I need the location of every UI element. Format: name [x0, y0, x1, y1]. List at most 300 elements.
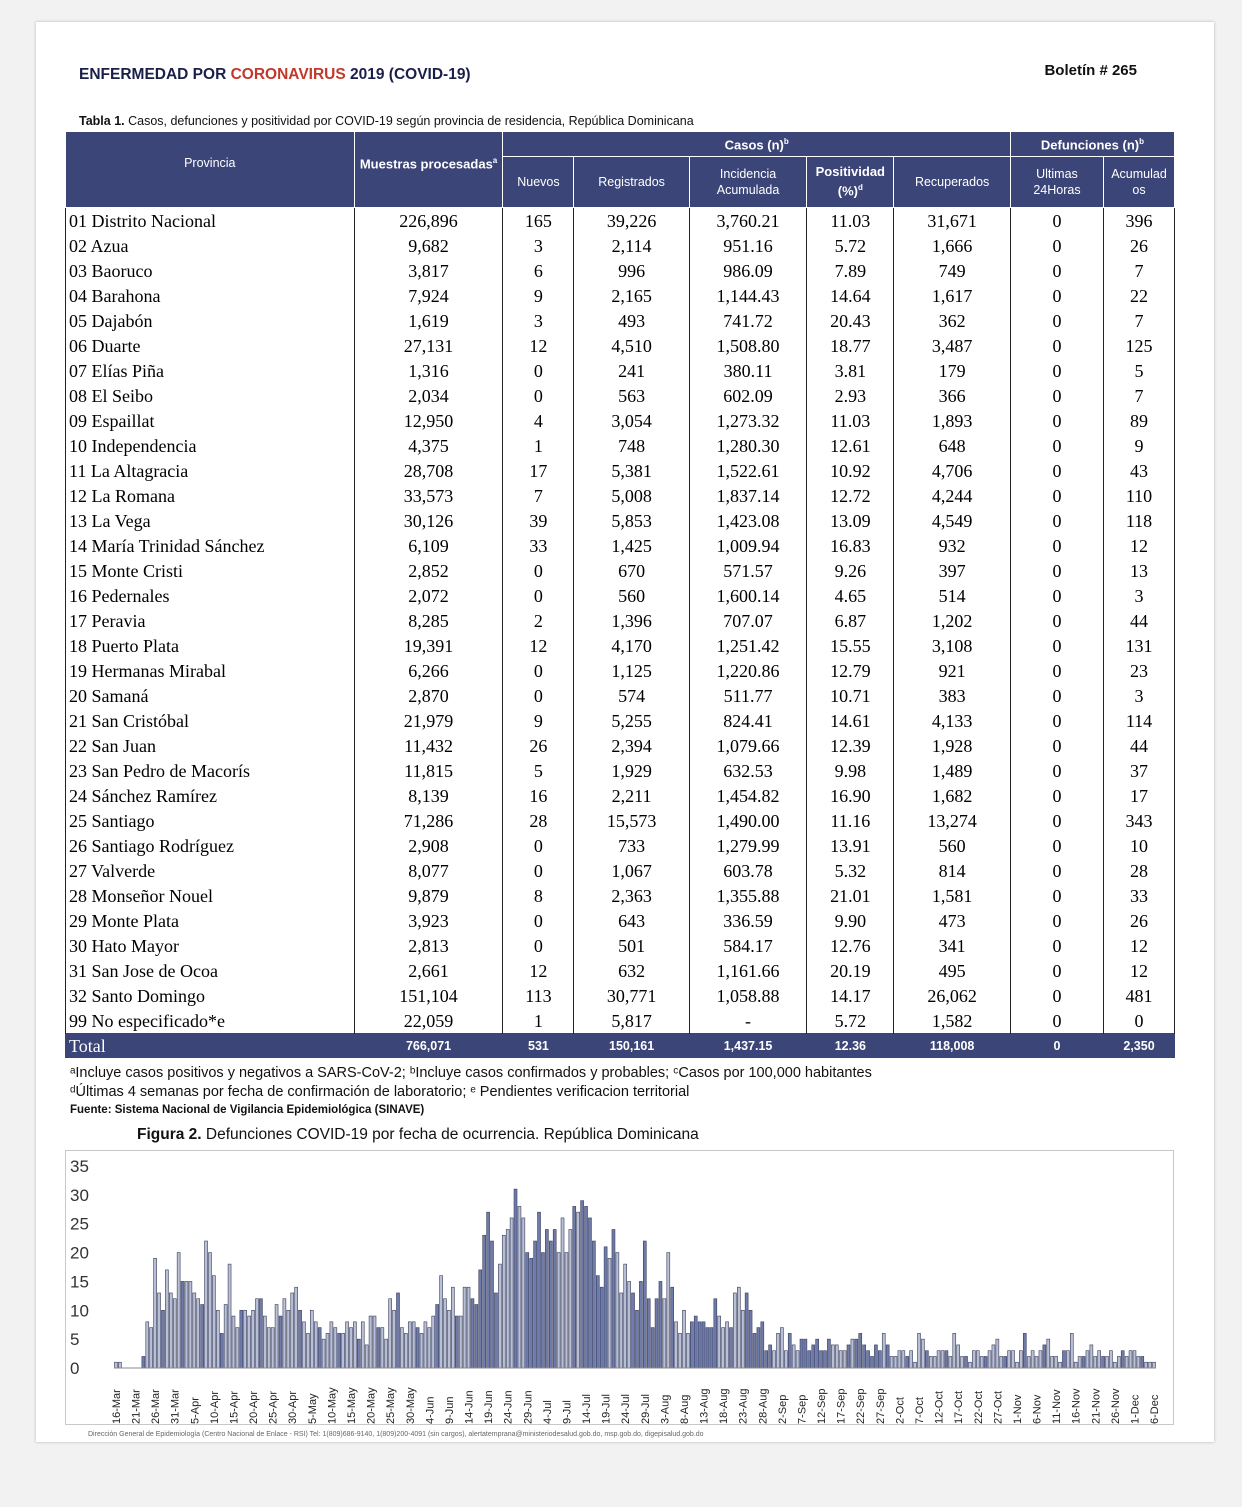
cell-registrados: 1,067: [574, 858, 689, 883]
total-positividad: 12.36: [807, 1034, 894, 1058]
bar: [181, 1281, 184, 1368]
bar: [804, 1339, 807, 1368]
cell-ultimas-24h: 0: [1010, 908, 1103, 933]
bar: [639, 1281, 642, 1368]
cell-incidencia: 1,280.30: [689, 433, 806, 458]
bar: [463, 1287, 466, 1368]
bar: [557, 1253, 560, 1368]
bar: [886, 1345, 889, 1368]
table-row: [66, 333, 1175, 358]
bar: [753, 1333, 756, 1368]
cell-incidencia: 1,522.61: [689, 458, 806, 483]
bar: [671, 1287, 674, 1368]
bar: [173, 1299, 176, 1368]
bar: [1098, 1351, 1101, 1368]
bar: [980, 1356, 983, 1368]
cell-muestras: 2,072: [354, 583, 503, 608]
bar: [776, 1333, 779, 1368]
x-tick-label: 18-Aug: [718, 1388, 731, 1424]
x-tick-label: 14-Jul: [581, 1394, 594, 1424]
cell-provincia: 21 San Cristóbal: [66, 708, 355, 733]
cell-acumulados: 23: [1104, 658, 1175, 683]
table-row: [66, 958, 1175, 983]
cell-positividad: 9.26: [807, 558, 894, 583]
bar: [663, 1299, 666, 1368]
cell-recuperados: 179: [894, 358, 1011, 383]
cell-nuevos: 0: [503, 833, 574, 858]
bar: [357, 1339, 360, 1368]
cell-registrados: 2,394: [574, 733, 689, 758]
deaths-chart-svg: [66, 1151, 1173, 1424]
bar: [988, 1351, 991, 1368]
cell-ultimas-24h: 0: [1010, 733, 1103, 758]
cell-recuperados: 814: [894, 858, 1011, 883]
cell-incidencia: 571.57: [689, 558, 806, 583]
cell-incidencia: 1,009.94: [689, 533, 806, 558]
bar: [428, 1328, 431, 1368]
cell-muestras: 9,682: [354, 233, 503, 258]
cell-acumulados: 3: [1104, 583, 1175, 608]
bar: [283, 1299, 286, 1368]
bar: [745, 1293, 748, 1368]
bar: [377, 1328, 380, 1368]
cell-registrados: 1,929: [574, 758, 689, 783]
bar: [733, 1293, 736, 1368]
bar: [682, 1310, 685, 1368]
table-row: [66, 383, 1175, 408]
bar: [855, 1339, 858, 1368]
covid-province-table: [65, 131, 1175, 1058]
cell-ultimas-24h: 0: [1010, 483, 1103, 508]
cell-positividad: 20.43: [807, 308, 894, 333]
bar: [647, 1299, 650, 1368]
cell-ultimas-24h: 0: [1010, 358, 1103, 383]
bar: [710, 1328, 713, 1368]
cell-provincia: 24 Sánchez Ramírez: [66, 783, 355, 808]
bar: [847, 1345, 850, 1368]
cell-incidencia: 336.59: [689, 908, 806, 933]
cell-muestras: 12,950: [354, 408, 503, 433]
bar: [965, 1356, 968, 1368]
cell-acumulados: 44: [1104, 733, 1175, 758]
cell-recuperados: 1,682: [894, 783, 1011, 808]
cell-registrados: 1,396: [574, 608, 689, 633]
bar: [373, 1316, 376, 1368]
cell-recuperados: 1,666: [894, 233, 1011, 258]
cell-ultimas-24h: 0: [1010, 308, 1103, 333]
cell-nuevos: 3: [503, 233, 574, 258]
bar: [393, 1310, 396, 1368]
bar: [541, 1253, 544, 1368]
bar: [416, 1328, 419, 1368]
bar: [189, 1281, 192, 1368]
table-row: [66, 283, 1175, 308]
bar: [240, 1310, 243, 1368]
bar: [643, 1241, 646, 1368]
table-row: [66, 508, 1175, 533]
x-tick-label: 11-Nov: [1051, 1389, 1064, 1424]
cell-incidencia: 1,279.99: [689, 833, 806, 858]
cell-positividad: 10.92: [807, 458, 894, 483]
bar: [784, 1351, 787, 1368]
bar: [608, 1258, 611, 1368]
cell-recuperados: 341: [894, 933, 1011, 958]
table-row: [66, 908, 1175, 933]
bar: [851, 1339, 854, 1368]
bar: [287, 1310, 290, 1368]
cell-recuperados: 3,487: [894, 333, 1011, 358]
cell-muestras: 27,131: [354, 333, 503, 358]
cell-muestras: 226,896: [354, 208, 503, 234]
bar: [1023, 1333, 1026, 1368]
bar: [679, 1333, 682, 1368]
bar: [475, 1305, 478, 1368]
cell-nuevos: 0: [503, 683, 574, 708]
bar: [620, 1293, 623, 1368]
cell-recuperados: 383: [894, 683, 1011, 708]
bar: [385, 1339, 388, 1368]
cell-positividad: 7.89: [807, 258, 894, 283]
header-casos: Casos $(n)^b$: [503, 132, 1010, 157]
cell-nuevos: 1: [503, 1008, 574, 1034]
cell-provincia: 99 No especificado*e: [66, 1008, 355, 1034]
cell-provincia: 02 Azua: [66, 233, 355, 258]
x-tick-label: 5-Apr: [189, 1397, 202, 1424]
table-row: [66, 358, 1175, 383]
bar: [561, 1218, 564, 1368]
cell-muestras: 6,109: [354, 533, 503, 558]
bar: [404, 1333, 407, 1368]
bar: [1019, 1351, 1022, 1368]
bar: [628, 1281, 631, 1368]
table-row: [66, 433, 1175, 458]
cell-provincia: 08 El Seibo: [66, 383, 355, 408]
cell-positividad: 21.01: [807, 883, 894, 908]
bar: [236, 1328, 239, 1368]
bar: [471, 1299, 474, 1368]
cell-acumulados: 22: [1104, 283, 1175, 308]
cell-provincia: 30 Hato Mayor: [66, 933, 355, 958]
table-row: [66, 258, 1175, 283]
cell-incidencia: 741.72: [689, 308, 806, 333]
x-tick-label: 26-Nov: [1109, 1388, 1122, 1424]
table-row: [66, 808, 1175, 833]
bar: [706, 1328, 709, 1368]
cell-ultimas-24h: 0: [1010, 458, 1103, 483]
cell-acumulados: 9: [1104, 433, 1175, 458]
bar: [1027, 1356, 1030, 1368]
x-tick-label: 10-May: [326, 1387, 339, 1424]
cell-registrados: 560: [574, 583, 689, 608]
cell-nuevos: 9: [503, 283, 574, 308]
cell-registrados: 643: [574, 908, 689, 933]
total-incidencia: 1,437.15: [689, 1034, 806, 1058]
x-tick-label: 12-Oct: [933, 1390, 946, 1424]
cell-recuperados: 1,617: [894, 283, 1011, 308]
cell-muestras: 1,619: [354, 308, 503, 333]
cell-ultimas-24h: 0: [1010, 658, 1103, 683]
bar: [824, 1351, 827, 1368]
cell-nuevos: 0: [503, 383, 574, 408]
bar: [835, 1345, 838, 1368]
cell-incidencia: 602.09: [689, 383, 806, 408]
x-tick-label: 4-Jul: [541, 1400, 554, 1424]
header-registrados: Registrados: [574, 157, 689, 208]
bar: [1043, 1345, 1046, 1368]
cell-recuperados: 26,062: [894, 983, 1011, 1008]
cell-incidencia: 380.11: [689, 358, 806, 383]
bar: [494, 1293, 497, 1368]
bar: [565, 1253, 568, 1368]
cell-nuevos: 1: [503, 433, 574, 458]
cell-registrados: 5,255: [574, 708, 689, 733]
cell-muestras: 4,375: [354, 433, 503, 458]
cell-registrados: 15,573: [574, 808, 689, 833]
cell-incidencia: 632.53: [689, 758, 806, 783]
bar: [996, 1339, 999, 1368]
cell-muestras: 21,979: [354, 708, 503, 733]
cell-recuperados: 13,274: [894, 808, 1011, 833]
cell-ultimas-24h: 0: [1010, 333, 1103, 358]
cell-ultimas-24h: 0: [1010, 283, 1103, 308]
cell-nuevos: 39: [503, 508, 574, 533]
x-tick-label: 20-May: [365, 1387, 378, 1424]
cell-recuperados: 1,202: [894, 608, 1011, 633]
cell-provincia: 22 San Juan: [66, 733, 355, 758]
x-tick-label: 30-Apr: [287, 1390, 300, 1424]
cell-muestras: 2,034: [354, 383, 503, 408]
bar: [894, 1356, 897, 1368]
cell-incidencia: 1,454.82: [689, 783, 806, 808]
cell-registrados: 563: [574, 383, 689, 408]
bar: [843, 1351, 846, 1368]
bar: [632, 1293, 635, 1368]
cell-muestras: 3,817: [354, 258, 503, 283]
cell-incidencia: 1,161.66: [689, 958, 806, 983]
cell-positividad: 15.55: [807, 633, 894, 658]
bar: [765, 1351, 768, 1368]
cell-acumulados: 3: [1104, 683, 1175, 708]
cell-acumulados: 33: [1104, 883, 1175, 908]
bar: [1015, 1362, 1018, 1368]
bar: [1137, 1356, 1140, 1368]
header-acumulados: Acumulad os: [1104, 157, 1175, 208]
table-row: [66, 758, 1175, 783]
cell-positividad: 12.79: [807, 658, 894, 683]
cell-incidencia: 707.07: [689, 608, 806, 633]
cell-provincia: 27 Valverde: [66, 858, 355, 883]
cell-registrados: 5,817: [574, 1008, 689, 1034]
bar: [208, 1253, 211, 1368]
x-tick-label: 21-Mar: [130, 1389, 143, 1424]
cell-registrados: 501: [574, 933, 689, 958]
bar: [726, 1322, 729, 1368]
bar: [933, 1356, 936, 1368]
bar: [279, 1316, 282, 1368]
x-tick-label: 22-Sep: [855, 1388, 868, 1424]
cell-positividad: 13.91: [807, 833, 894, 858]
bar: [729, 1328, 732, 1368]
bar: [346, 1322, 349, 1368]
cell-nuevos: 3: [503, 308, 574, 333]
cell-ultimas-24h: 0: [1010, 833, 1103, 858]
bar: [702, 1322, 705, 1368]
bar: [275, 1305, 278, 1368]
bar: [585, 1206, 588, 1368]
cell-incidencia: 1,423.08: [689, 508, 806, 533]
cell-nuevos: 0: [503, 358, 574, 383]
cell-muestras: 30,126: [354, 508, 503, 533]
bar: [1070, 1333, 1073, 1368]
bar: [694, 1316, 697, 1368]
bar: [718, 1316, 721, 1368]
cell-positividad: 20.19: [807, 958, 894, 983]
cell-positividad: 9.98: [807, 758, 894, 783]
cell-provincia: 15 Monte Cristi: [66, 558, 355, 583]
bar: [330, 1322, 333, 1368]
table-row: [66, 983, 1175, 1008]
cell-recuperados: 514: [894, 583, 1011, 608]
figure-caption: Figura 2. Defunciones COVID-19 por fecha de ocurrencia. República Dominicana: [137, 1126, 699, 1143]
bar: [467, 1287, 470, 1368]
bar: [863, 1345, 866, 1368]
bar: [432, 1316, 435, 1368]
cell-recuperados: 397: [894, 558, 1011, 583]
cell-muestras: 19,391: [354, 633, 503, 658]
cell-positividad: 3.81: [807, 358, 894, 383]
bar: [1047, 1339, 1050, 1368]
bar: [1074, 1362, 1077, 1368]
bar: [142, 1356, 145, 1368]
cell-provincia: 10 Independencia: [66, 433, 355, 458]
table-row: [66, 633, 1175, 658]
cell-incidencia: 1,220.86: [689, 658, 806, 683]
bar: [502, 1235, 505, 1368]
header-incidencia: Incidencia Acumulada: [689, 157, 806, 208]
bar: [244, 1310, 247, 1368]
cell-positividad: 4.65: [807, 583, 894, 608]
bar: [871, 1356, 874, 1368]
x-tick-label: 24-Jul: [620, 1394, 633, 1424]
bar: [177, 1253, 180, 1368]
x-tick-label: 6-Dec: [1149, 1394, 1162, 1424]
cell-nuevos: 16: [503, 783, 574, 808]
bar: [553, 1229, 556, 1368]
bar: [440, 1276, 443, 1368]
cell-acumulados: 343: [1104, 808, 1175, 833]
note-line-2: ᵈÚltimas 4 semanas por fecha de confirmación de laboratorio; ᵉ Pendientes verificacion territorial: [70, 1084, 690, 1100]
cell-registrados: 2,211: [574, 783, 689, 808]
x-tick-label: 16-Nov: [1070, 1388, 1083, 1424]
cell-recuperados: 1,489: [894, 758, 1011, 783]
cell-muestras: 1,316: [354, 358, 503, 383]
cell-ultimas-24h: 0: [1010, 233, 1103, 258]
cell-muestras: 8,285: [354, 608, 503, 633]
bar: [365, 1345, 368, 1368]
bar: [224, 1305, 227, 1368]
x-tick-label: 25-May: [385, 1387, 398, 1424]
bar: [1090, 1345, 1093, 1368]
bar: [741, 1310, 744, 1368]
bar: [534, 1241, 537, 1368]
bar: [412, 1322, 415, 1368]
cell-incidencia: 1,837.14: [689, 483, 806, 508]
x-tick-label: 1-Dec: [1129, 1394, 1142, 1424]
cell-nuevos: 12: [503, 633, 574, 658]
table-notes: [70, 1064, 872, 1102]
header-nuevos: Nuevos: [503, 157, 574, 208]
cell-registrados: 670: [574, 558, 689, 583]
bar: [953, 1333, 956, 1368]
bar: [248, 1316, 251, 1368]
x-tick-label: 16-Mar: [110, 1389, 123, 1424]
table-caption: Tabla 1. Casos, defunciones y positividad por COVID-19 según provincia de residencia, República Dominicana: [79, 114, 694, 128]
cell-positividad: 16.83: [807, 533, 894, 558]
cell-ultimas-24h: 0: [1010, 408, 1103, 433]
bar: [338, 1333, 341, 1368]
table-row: [66, 783, 1175, 808]
y-tick-label: 25: [70, 1214, 89, 1234]
bar: [154, 1258, 157, 1368]
cell-registrados: 632: [574, 958, 689, 983]
bar: [491, 1241, 494, 1368]
cell-recuperados: 1,581: [894, 883, 1011, 908]
cell-muestras: 11,815: [354, 758, 503, 783]
cell-ultimas-24h: 0: [1010, 708, 1103, 733]
bar: [205, 1241, 208, 1368]
bar: [263, 1316, 266, 1368]
cell-registrados: 4,510: [574, 333, 689, 358]
table-row: [66, 658, 1175, 683]
table-row: [66, 858, 1175, 883]
cell-acumulados: 10: [1104, 833, 1175, 858]
x-tick-label: 29-Jun: [522, 1390, 535, 1424]
bar: [444, 1299, 447, 1368]
cell-recuperados: 648: [894, 433, 1011, 458]
bar: [545, 1229, 548, 1368]
bar: [1066, 1351, 1069, 1368]
page-title: ENFERMEDAD POR CORONAVIRUS 2019 (COVID-19): [79, 66, 471, 83]
bar: [1086, 1351, 1089, 1368]
x-tick-label: 3-Aug: [659, 1394, 672, 1424]
cell-muestras: 8,139: [354, 783, 503, 808]
bar: [389, 1299, 392, 1368]
header-ultimas-24h: Ultimas 24Horas: [1010, 157, 1103, 208]
total-muestras: 766,071: [354, 1034, 503, 1058]
table-row: [66, 483, 1175, 508]
cell-recuperados: 1,928: [894, 733, 1011, 758]
bar: [592, 1241, 595, 1368]
bar: [910, 1351, 913, 1368]
cell-recuperados: 932: [894, 533, 1011, 558]
total-recuperados: 118,008: [894, 1034, 1011, 1058]
bar: [890, 1356, 893, 1368]
cell-acumulados: 396: [1104, 208, 1175, 234]
cell-muestras: 151,104: [354, 983, 503, 1008]
cell-provincia: 03 Baoruco: [66, 258, 355, 283]
cell-positividad: 2.93: [807, 383, 894, 408]
bar: [941, 1351, 944, 1368]
cell-muestras: 9,879: [354, 883, 503, 908]
cell-positividad: 18.77: [807, 333, 894, 358]
bar: [1113, 1362, 1116, 1368]
cell-ultimas-24h: 0: [1010, 683, 1103, 708]
cell-acumulados: 5: [1104, 358, 1175, 383]
bar: [1141, 1356, 1144, 1368]
bar: [921, 1339, 924, 1368]
table-row: [66, 533, 1175, 558]
bar: [968, 1362, 971, 1368]
